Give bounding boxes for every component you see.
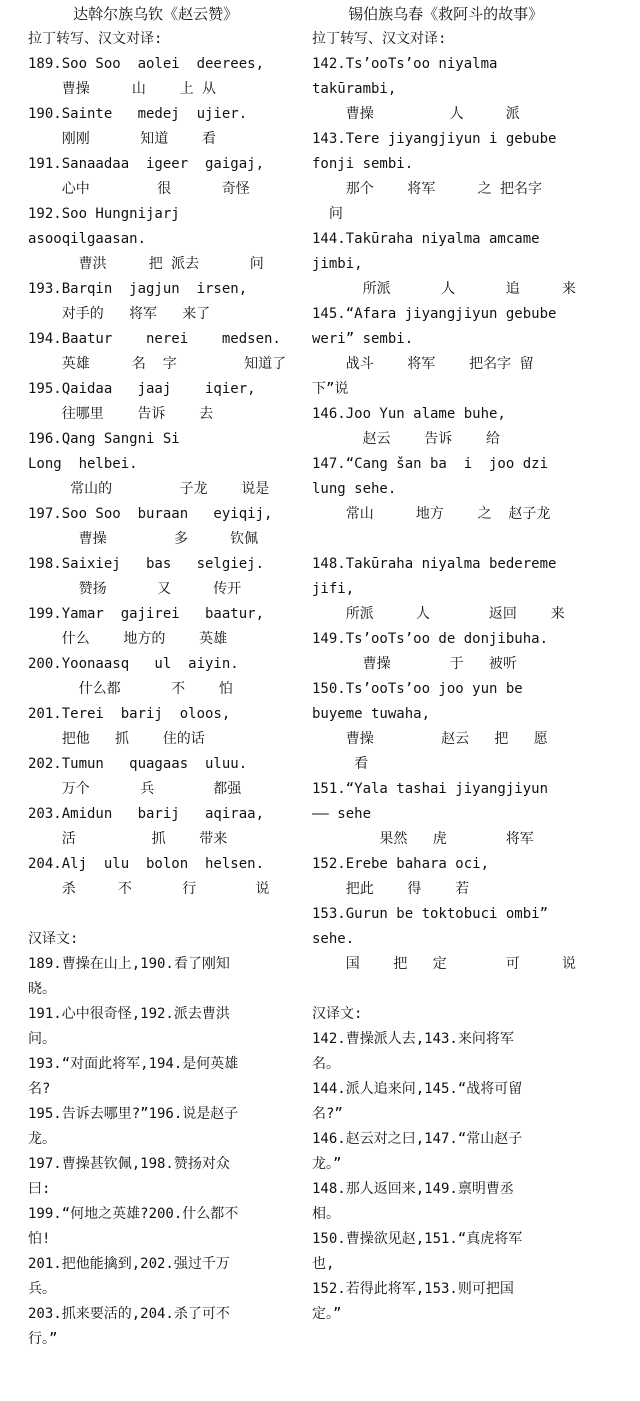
right-text-line: jimbi, [312,256,363,272]
left-text-line: 194.Baatur nerei medsen. [28,331,281,347]
right-text-line: 152.Erebe bahara oci, [312,856,490,872]
left-column-title: 达斡尔族乌钦《赵云赞》 [28,5,239,23]
right-text-line: takūrambi, [312,81,397,97]
right-text-line: 名?” [312,1106,343,1122]
right-text-line: 149.Ts’ooTs’oo de donjibuha. [312,631,549,647]
left-text-line: 心中 很 奇怪 [28,181,250,197]
left-text-line: 问。 [28,1031,56,1047]
left-text-line: 201.Terei barij oloos, [28,706,231,722]
right-text-line: 那个 将军 之 把名字 [312,181,543,197]
right-text-line: 看 [312,756,369,772]
right-text-line: 144.Takūraha niyalma amcame [312,231,540,247]
left-text-line: 怕! [28,1231,51,1247]
right-text-line: 龙。” [312,1156,342,1172]
left-text-line: 曹洪 把 派去 问 [28,256,264,272]
left-text-line: 往哪里 告诉 去 [28,406,214,422]
left-text-line: 198.Saixiej bas selgiej. [28,556,265,572]
left-text-line: 193.Barqin jagjun irsen, [28,281,248,297]
right-text-line: 常山 地方 之 赵子龙 [312,506,551,522]
left-text-line: 曰: [28,1181,51,1197]
left-text-line: 行。” [28,1331,58,1347]
left-text-line: 203.Amidun barij aqiraa, [28,806,265,822]
left-text-line: 202.Tumun quagaas uluu. [28,756,248,772]
left-text-line: 常山的 子龙 说是 [28,481,270,497]
right-text-line: —— sehe [312,806,372,822]
left-column [28,2,300,1352]
left-text-line: 曹操 多 钦佩 [28,531,259,547]
left-text-line: 191.Sanaadaa igeer gaigaj, [28,156,265,172]
right-text-line: 142.曹操派人去,143.来问将军 [312,1031,514,1047]
right-text-line: 144.派人追来问,145.“战将可留 [312,1081,523,1097]
right-text-line [312,527,630,552]
right-text-line: 152.若得此将军,153.则可把国 [312,1281,514,1297]
right-text-line: sehe. [312,931,355,947]
right-text-line: 把此 得 若 [312,881,470,897]
left-text-line: 195.Qaidaa jaaj iqier, [28,381,256,397]
right-text-line [312,977,630,1002]
left-text-line: 英雄 名 字 知道了 [28,356,287,372]
left-text-line: 什么都 不 怕 [28,681,233,697]
right-text-line: 143.Tere jiyangjiyun i gebube [312,131,557,147]
left-text-line: 拉丁转写、汉文对译: [28,31,163,47]
right-text-line: 下”说 [312,381,349,397]
right-text-line: 战斗 将军 把名字 留 [312,356,534,372]
left-text-line: 201.把他能擒到,202.强过千万 [28,1256,230,1272]
left-text-line: 万个 兵 都强 [28,781,242,797]
right-column-title: 锡伯族乌春《救阿斗的故事》 [312,5,544,23]
right-text-line: 拉丁转写、汉文对译: [312,31,447,47]
left-text-line: 兵。 [28,1281,56,1297]
right-text-line: 也, [312,1256,335,1272]
left-text-line: 对手的 将军 来了 [28,306,211,322]
right-text-line: weri” sembi. [312,331,414,347]
left-text-line: 193.“对面此将军,194.是何英雄 [28,1056,239,1072]
right-text-line: 150.曹操欲见赵,151.“真虎将军 [312,1231,523,1247]
left-text-line [28,902,300,927]
left-text-line: 杀 不 行 说 [28,881,270,897]
right-text-line: 150.Ts’ooTs’oo joo yun be [312,681,523,697]
right-text-line: lung sehe. [312,481,397,497]
right-text-line: 曹操 于 被听 [312,656,517,672]
right-text-line: buyeme tuwaha, [312,706,431,722]
left-text-line: 龙。 [28,1131,56,1147]
left-text-line: 刚刚 知道 看 [28,131,217,147]
right-text-line: 所派 人 追 来 [312,281,576,297]
left-text-line: 195.告诉去哪里?”196.说是赵子 [28,1106,239,1122]
right-text-line: 问 [312,206,343,222]
left-text-line: 196.Qang Sangni Si [28,431,180,447]
left-text-line: 204.Alj ulu bolon helsen. [28,856,265,872]
right-text-line: jifi, [312,581,355,597]
right-text-line: 148.那人返回来,149.禀明曹丞 [312,1181,514,1197]
right-text-line: 146.赵云对之曰,147.“常山赵子 [312,1131,523,1147]
left-text-line: 189.曹操在山上,190.看了刚知 [28,956,230,972]
left-text-line: 190.Sainte medej ujier. [28,106,248,122]
right-text-line: 142.Ts’ooTs’oo niyalma [312,56,498,72]
left-text-line: 199.Yamar gajirei baatur, [28,606,265,622]
right-text-line: 汉译文: [312,1006,363,1022]
right-text-line: 148.Takūraha niyalma bedereme [312,556,557,572]
right-text-line: 定。” [312,1306,342,1322]
left-text-line: 200.Yoonaasq ul aiyin. [28,656,239,672]
left-text-line: 199.“何地之英雄?200.什么都不 [28,1206,239,1222]
left-text-line: 活 抓 带来 [28,831,228,847]
left-text-line: 晓。 [28,981,56,997]
left-text-line: 曹操 山 上 从 [28,81,217,97]
left-text-line: 名? [28,1081,51,1097]
right-text-line: 所派 人 返回 来 [312,606,565,622]
right-text-line: 147.“Cang šan ba i joo dzi [312,456,549,472]
left-text-line: 191.心中很奇怪,192.派去曹洪 [28,1006,230,1022]
right-text-line: 国 把 定 可 说 [312,956,576,972]
right-text-line: 相。 [312,1206,340,1222]
right-text-line: 曹操 赵云 把 愿 [312,731,548,747]
left-text-line: Long helbei. [28,456,138,472]
left-text-line: 192.Soo Hungnijarj [28,206,180,222]
left-text-line: 197.Soo Soo buraan eyiqij, [28,506,273,522]
left-text-line: 汉译文: [28,931,79,947]
right-text-line: 151.“Yala tashai jiyangjiyun [312,781,549,797]
right-text-line: 赵云 告诉 给 [312,431,501,447]
right-text-line: 果然 虎 将军 [312,831,534,847]
left-text-line: 把他 抓 住的话 [28,731,205,747]
right-column [312,2,630,1327]
left-text-line: 什么 地方的 英雄 [28,631,228,647]
right-text-line: 146.Joo Yun alame buhe, [312,406,506,422]
left-text-line: 赞扬 又 传开 [28,581,242,597]
right-text-line: 名。 [312,1056,340,1072]
right-text-line: 曹操 人 派 [312,106,520,122]
left-text-line: 197.曹操甚钦佩,198.赞扬对众 [28,1156,230,1172]
right-text-line: 145.“Afara jiyangjiyun gebube [312,306,557,322]
left-text-line: 189.Soo Soo aolei deerees, [28,56,265,72]
right-text-line: 153.Gurun be toktobuci ombi” [312,906,549,922]
right-text-line: fonji sembi. [312,156,414,172]
left-text-line: 203.抓来要活的,204.杀了可不 [28,1306,230,1322]
left-text-line: asooqilgaasan. [28,231,147,247]
